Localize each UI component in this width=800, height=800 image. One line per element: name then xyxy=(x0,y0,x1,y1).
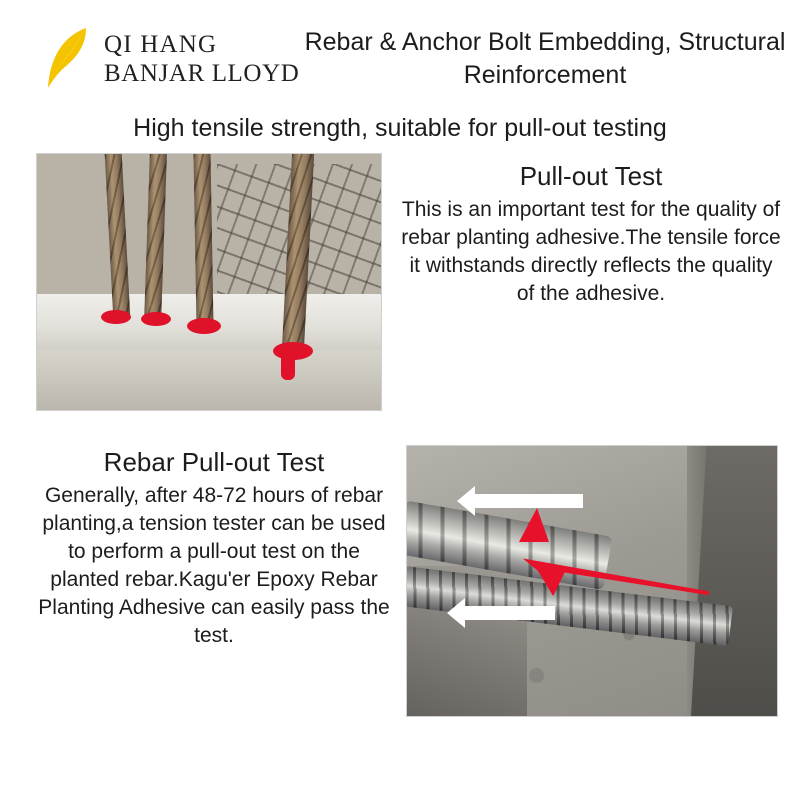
section-rebar-pull-out-test xyxy=(0,445,800,717)
arrow-left-upper-icon xyxy=(473,494,583,508)
section-title: Rebar Pull-out Test xyxy=(103,447,325,477)
section-title: Pull-out Test xyxy=(519,161,663,191)
section-pull-out-test xyxy=(0,153,800,411)
brand-name-line1: QI HANG xyxy=(104,30,218,58)
brand-block xyxy=(0,10,300,92)
photo-rebar-in-slab xyxy=(36,153,382,411)
section-body: Generally, after 48-72 hours of rebar planting,a tension tester can be used to perform a pull-out test on the planted rebar.Kagu'er Epoxy Rebar Planting Adhesive can easily pass the test. xyxy=(38,484,390,647)
page-title: Rebar & Anchor Bolt Embedding, Structural Reinforcement xyxy=(304,28,786,89)
crescent-leaf-logo-icon xyxy=(46,26,92,92)
arrow-left-lower-icon xyxy=(463,606,555,620)
pull-out-test-text xyxy=(398,153,784,308)
brand-name-line2: BANJAR LLOYD xyxy=(104,60,300,87)
page-subtitle: High tensile strength, suitable for pull-out testing xyxy=(133,114,667,142)
photo-rebar-epoxy-wall xyxy=(406,445,778,717)
rebar-pull-out-test-text xyxy=(36,445,406,650)
brand-text xyxy=(104,30,299,89)
section-body: This is an important test for the quality of rebar planting adhesive.The tensile force it withstands directly reflects the quality of the adhesive. xyxy=(401,198,781,305)
header xyxy=(0,0,800,118)
